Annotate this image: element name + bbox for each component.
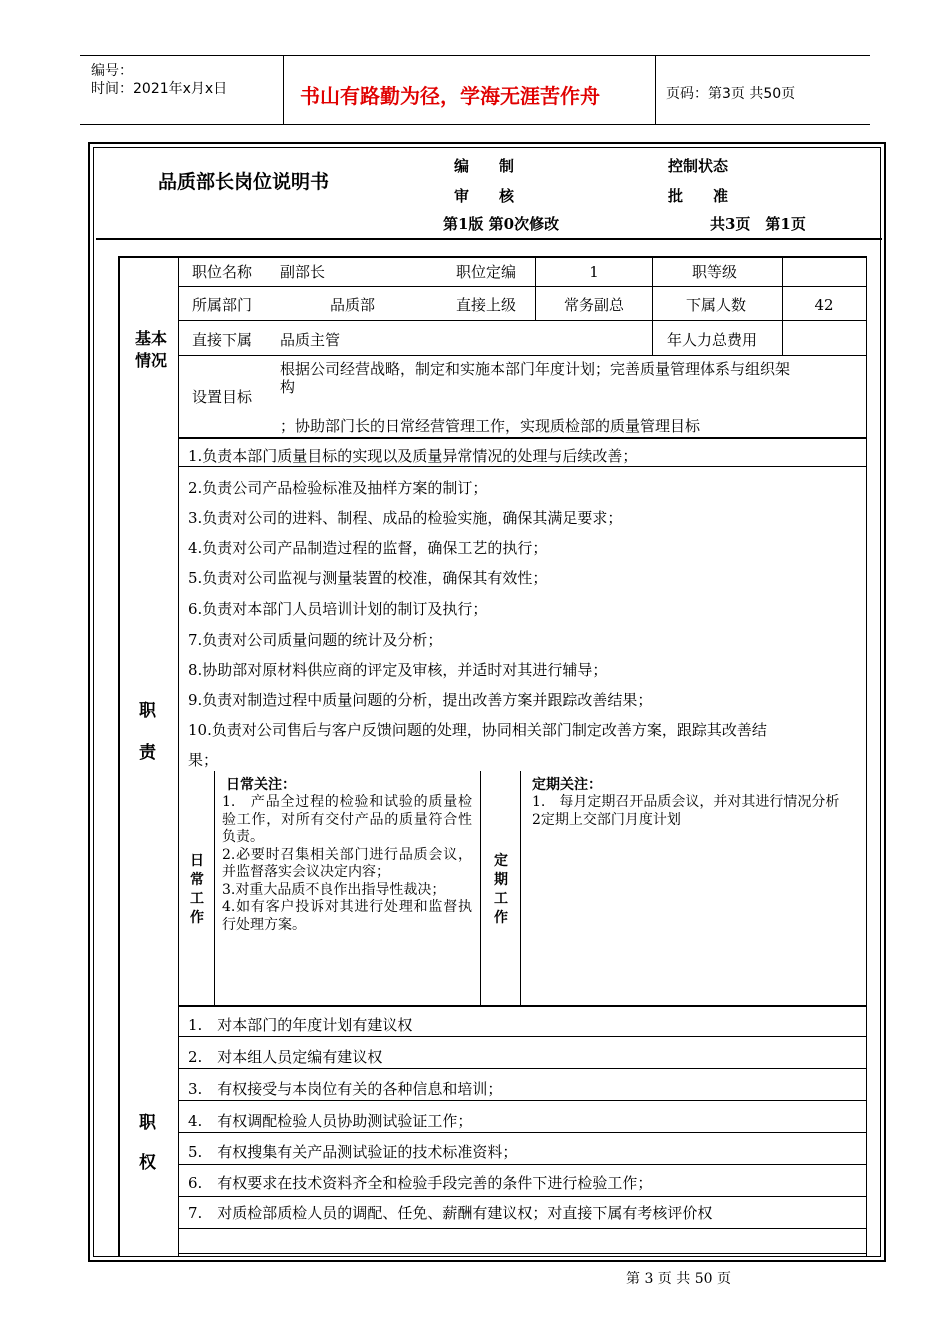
row-rule [178, 1253, 866, 1254]
daily-item: 4.如有客户投诉对其进行处理和监督执行处理方案。 [222, 899, 472, 933]
doc-number-label: 编号： [91, 63, 133, 79]
periodic-label-char: 定 [494, 853, 508, 869]
goal-text-line: 构 [280, 378, 296, 396]
row-rule [178, 355, 866, 356]
periodic-list [532, 794, 860, 829]
periodic-item: 2定期上交部门月度计划 [532, 811, 681, 828]
headcount-label: 职位定编 [456, 263, 517, 281]
periodic-title: 定期关注： [532, 777, 602, 793]
subordinates-label: 下属人数 [686, 296, 747, 314]
subordinates-value: 42 [814, 296, 834, 314]
row-rule [178, 1196, 866, 1197]
daily-item: 3.对重大品质不良作出指导性裁决； [222, 881, 446, 898]
review-label: 审 核 [454, 187, 515, 205]
periodic-label-char: 作 [494, 910, 508, 926]
authority-item: 1. 对本部门的年度计划有建议权 [188, 1016, 413, 1034]
superior-value: 常务副总 [563, 296, 624, 314]
sub-col-rule [480, 771, 481, 1005]
department-value: 品质部 [330, 296, 376, 314]
position-name-label: 职位名称 [192, 263, 253, 281]
direct-sub-value: 品质主管 [280, 331, 341, 349]
duty-item: 5.负责对公司监视与测量装置的校准，确保其有效性； [188, 569, 548, 587]
doc-time-label: 时间：2021年x月x日 [91, 81, 228, 97]
row-rule [178, 1036, 866, 1037]
section-rule [178, 1005, 866, 1007]
header-divider [655, 55, 656, 125]
daily-list [222, 794, 472, 934]
superior-label: 直接上级 [456, 296, 517, 314]
pages-label: 共3页 第1页 [710, 215, 806, 233]
header-top-rule [80, 55, 870, 56]
daily-label-char: 作 [190, 910, 204, 926]
section-rule [178, 437, 866, 439]
daily-item: 2.必要时召集相关部门进行品质会议，并监督落实会议决定内容； [222, 846, 472, 880]
authority-label-top: 职 [139, 1113, 156, 1133]
basic-section-label [131, 328, 171, 372]
sub-col-rule [214, 771, 215, 1005]
basic-label-line: 基本 [134, 329, 167, 348]
authority-item: 3. 有权接受与本岗位有关的各种信息和培训； [188, 1080, 503, 1098]
row-rule [178, 1100, 866, 1101]
headcount-value: 1 [589, 263, 599, 281]
row-rule [178, 286, 866, 287]
header-divider [283, 55, 284, 125]
label-column-rule [178, 256, 179, 1256]
page-title: 品质部长岗位说明书 [158, 171, 330, 193]
grade-label: 职等级 [692, 263, 738, 281]
annual-cost-label: 年人力总费用 [667, 331, 758, 349]
row-rule [178, 466, 866, 467]
duty-item: 4.负责对公司产品制造过程的监督，确保工艺的执行； [188, 539, 548, 557]
goal-label: 设置目标 [192, 388, 253, 406]
duty-item: 8.协助部对原材料供应商的评定及审核，并适时对其进行辅导； [188, 661, 608, 679]
daily-title: 日常关注： [226, 777, 296, 793]
duty-item: 2.负责公司产品检验标准及抽样方案的制订； [188, 479, 488, 497]
daily-item: 1. 产品全过程的检验和试验的质量检验工作，对所有交付产品的质量符合性负责。 [222, 794, 472, 845]
title-rule [96, 238, 882, 240]
authority-item: 6. 有权要求在技术资料齐全和检验手段完善的条件下进行检验工作； [188, 1174, 653, 1192]
version-label: 第1版 第0次修改 [443, 215, 560, 233]
duty-item: 1.负责本部门质量目标的实现以及质量异常情况的处理与后续改善； [188, 447, 638, 465]
duty-item: 6.负责对本部门人员培训计划的制订及执行； [188, 600, 488, 618]
motto: 书山有路勤为径，学海无涯苦作舟 [300, 84, 600, 108]
duty-item: 7.负责对公司质量问题的统计及分析； [188, 631, 443, 649]
department-label: 所属部门 [192, 296, 253, 314]
daily-label-char: 工 [190, 891, 204, 907]
sub-col-rule [520, 771, 521, 1005]
duty-item: 3.负责对公司的进料、制程、成品的检验实施，确保其满足要求； [188, 509, 623, 527]
approve-label: 批 准 [668, 187, 729, 205]
duty-item: 9.负责对制造过程中质量问题的分析，提出改善方案并跟踪改善结果； [188, 691, 653, 709]
col-rule [652, 256, 653, 355]
duties-label-top: 职 [139, 701, 156, 721]
row-rule [178, 1068, 866, 1069]
page-footer: 第 3 页 共 50 页 [626, 1271, 731, 1287]
compile-label: 编 制 [454, 157, 515, 175]
daily-work-label [188, 852, 206, 928]
goal-text-line: ；协助部门长的日常经营管理工作，实现质检部的质量管理目标 [280, 417, 701, 435]
periodic-work-label [492, 852, 510, 928]
row-rule [178, 1132, 866, 1133]
authority-item: 7. 对质检部质检人员的调配、任免、薪酬有建议权；对直接下属有考核评价权 [188, 1204, 713, 1222]
duties-label-bottom: 责 [139, 743, 156, 763]
authority-item: 4. 有权调配检验人员协助测试验证工作； [188, 1112, 473, 1130]
periodic-label-char: 工 [494, 891, 508, 907]
duty-item: 果； [188, 751, 219, 769]
control-status-label: 控制状态 [668, 157, 729, 175]
position-name-value: 副部长 [280, 263, 326, 281]
periodic-item: 1. 每月定期召开品质会议，并对其进行情况分析 [532, 794, 840, 810]
page-info: 页码：第3页 共50页 [666, 86, 796, 102]
row-rule [178, 320, 866, 321]
daily-label-char: 常 [190, 872, 204, 888]
authority-label-bottom: 权 [139, 1153, 156, 1173]
authority-item: 5. 有权搜集有关产品测试验证的技术标准资料； [188, 1143, 518, 1161]
periodic-label-char: 期 [494, 872, 508, 888]
header-bottom-rule [80, 124, 870, 125]
goal-text-line: 根据公司经营战略，制定和实施本部门年度计划；完善质量管理体系与组织架 [280, 360, 791, 378]
basic-label-line: 情况 [134, 351, 167, 370]
row-rule [178, 1164, 866, 1165]
daily-label-char: 日 [190, 853, 204, 869]
row-rule [178, 1228, 866, 1229]
authority-item: 2. 对本组人员定编有建议权 [188, 1048, 383, 1066]
duty-item: 10.负责对公司售后与客户反馈问题的处理，协同相关部门制定改善方案，跟踪其改善结 [188, 721, 767, 739]
direct-sub-label: 直接下属 [192, 331, 253, 349]
